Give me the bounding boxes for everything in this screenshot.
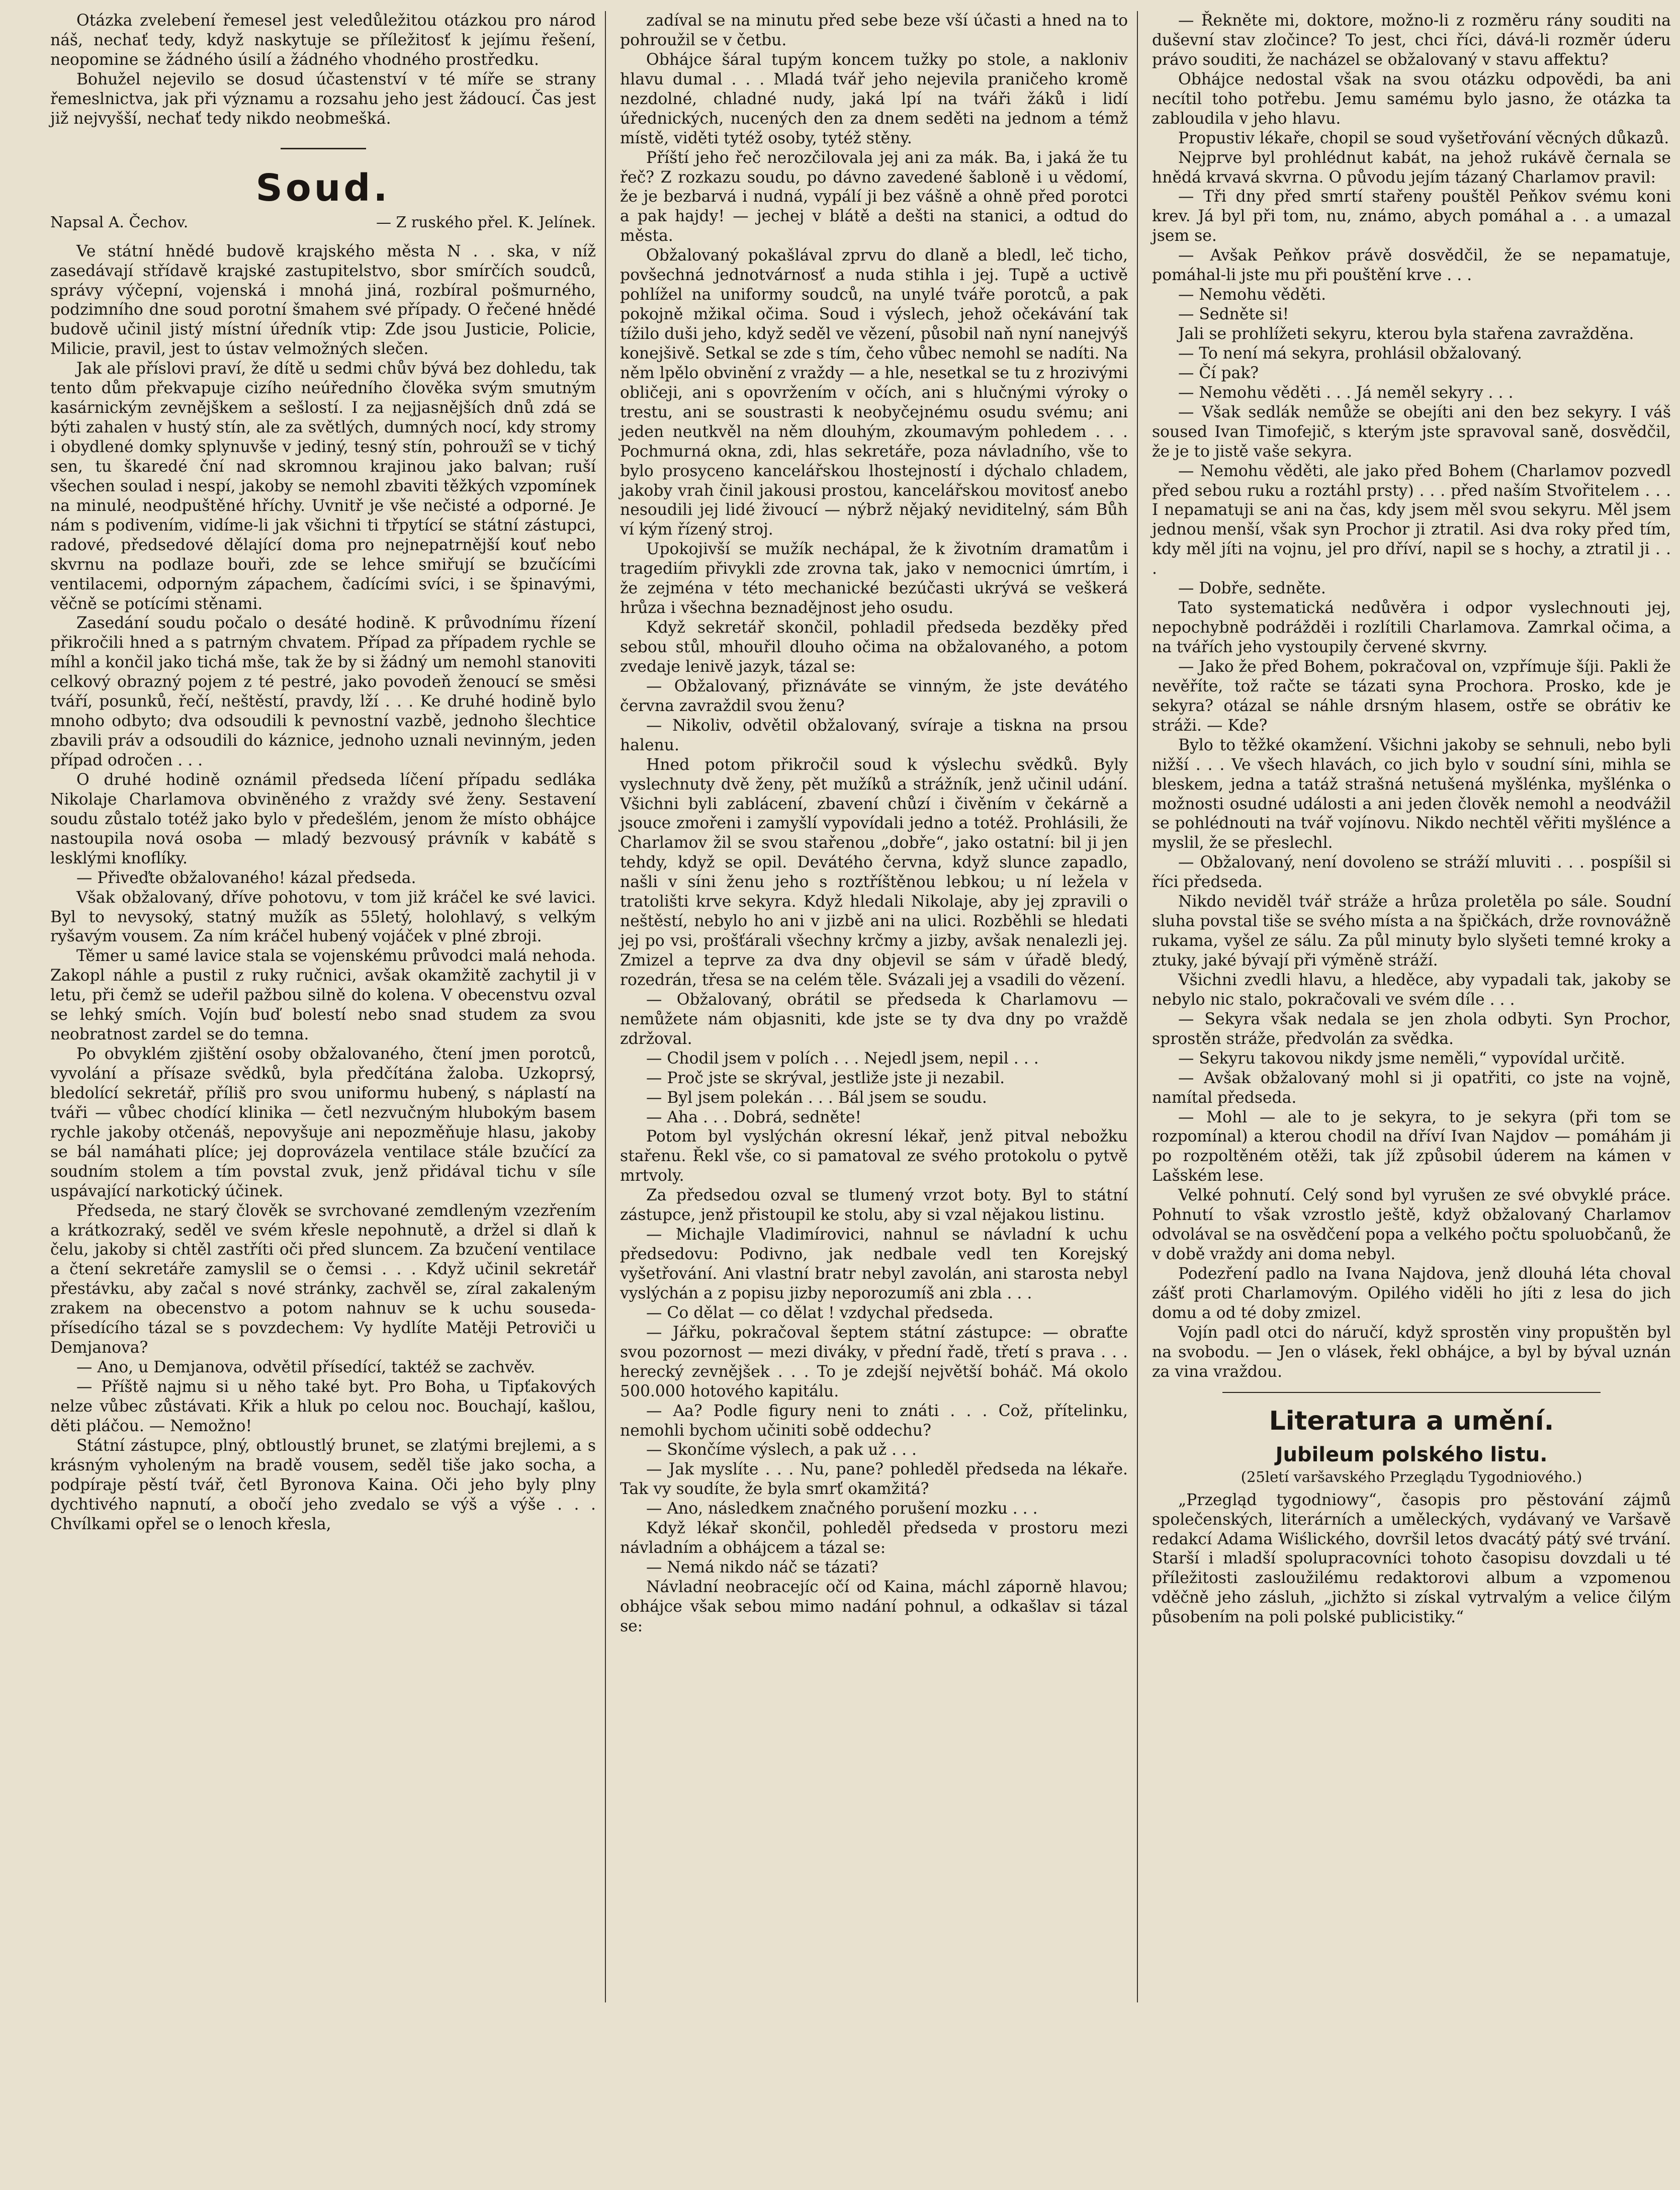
section-divider xyxy=(1222,1392,1601,1393)
article-paragraph: — Co dělat — co dělat ! vzdychal předseda. xyxy=(646,1303,994,1322)
article-paragraph: — Příště najmu si u něho také byt. Pro Boha, u Tipťakových nelze vůbec zůstávati. Křik a hluk po celou noc. Bouchají, kašlou, děti pláčou. — Nemožno! xyxy=(50,1378,596,1435)
literature-subheading: Jubileum polského listu. xyxy=(1275,1443,1548,1466)
article-paragraph: — Sedněte si! xyxy=(1178,305,1289,324)
article-paragraph: Velké pohnutí. Celý sond byl vyrušen ze své obvyklé práce. Pohnutí to však vzrostlo ještě, když obžalovaný Charlamov odvolával se na osvědčení popa a velkého počtu spoluobčanů, že v době vraždy ani doma nebyl. xyxy=(1152,1186,1671,1264)
intro-paragraph: Bohužel nejevilo se dosud účastenství v té míře se strany řemeslnictva, jak při významu a rozsahu jeho jest žádoucí. Čas jest již nejvyšší, nechať tedy nikdo neobmešká. xyxy=(50,70,596,128)
article-paragraph: Všichni zvedli hlavu, a hleděce, aby vypadali tak, jakoby se nebylo nic stalo, pokračovali ve svém díle . . . xyxy=(1152,971,1671,1009)
article-paragraph: — Avšak obžalovaný mohl si ji opatřiti, co jste na vojně, namítal předseda. xyxy=(1152,1069,1671,1107)
article-paragraph: — Mohl — ale to je sekyra, to je sekyra (při tom se rozpomínal) a kterou chodil na dříví Ivan Najdov — pomáhám ji po rozpoltěném otěži, tak jíž způsobil úderem na kámen v Lašském lese. xyxy=(1152,1108,1671,1185)
byline-author: Napsal A. Čechov. xyxy=(50,213,189,231)
article-paragraph: Vojín padl otci do náručí, když sprostěn viny propuštěn byl na svobodu. — Jen o vlásek, řekl obhájce, a byl by býval uznán za vina vraždou. xyxy=(1152,1323,1671,1381)
article-paragraph: — Aa? Podle figury neni to znáti . . . Což, přítelinku, nemohli bychom učiniti sobě oddechu? xyxy=(620,1401,1128,1440)
article-paragraph: — Ano, u Demjanova, odvětil přísedící, taktéž se zachvěv. xyxy=(76,1358,536,1377)
article-paragraph: — Michajle Vladimírovici, nahnul se návladní k uchu předsedovu: Podivno, jak nedbale vedl ten Korejský vyšetřování. Ani vlastní bratr nebyl zavolán, ani starosta nebyl vyslýchán a z popisu jizby neporozumíš ani zbla . . . xyxy=(620,1225,1128,1302)
columns xyxy=(50,11,1671,2002)
article-paragraph: Státní zástupce, plný, obtloustlý brunet, se zlatými brejlemi, a s krásným vyholeným na bradě vousem, seděl tiše jako socha, a podpíraje pěstí tvář, četl Byronova Kaina. Oči jeho byly plny dychtivého napnutí, a obočí jeho zvedalo se výš a výše . . . Chvílkami opřel se o lenoch křesla, xyxy=(50,1436,596,1533)
article-paragraph: Zasedání soudu počalo o desáté hodině. K průvodnímu řízení přikročili hned a s patrným chvatem. Případ za případem rychle se míhl a končil jako tichá mše, tak že by si žádný um nemohl stanoviti celkový obrazný pojem z té pestré, jako povodeň ženoucí se směsi tváří, posunků, řečí, neštěstí, pravdy, lží . . . Ke druhé hodině bylo mnoho odbyto; dva odsoudili k pevnostní vazbě, jednoho šlechtice zbavili práv a odsoudili do káznice, jednoho uznali nevinným, jeden případ odročen . . . xyxy=(50,614,596,769)
article-paragraph: Jak ale příslovi praví, že dítě u sedmi chův bývá bez dohledu, tak tento dům překvapuje cizího neúředního člověka svým smutným kasárnickým zevnějškem a sešlostí. I za nejjasnějších dnů zdá se býti zahalen v hustý stín, ale za světlých, dumných nocí, kdy stromy i obydlené domky splynuvše v jediný, tesný stín, pohroužî se v tichý sen, tu škaredé ční nad skromnou krajinou jako balvan; ruší všechen soulad i nespí, jakoby se nemohl zbaviti těžkých vzpomínek na minulé, neodpuštěné hříchy. Uvnitř je vše nečisté a odporné. Je nám s podivením, vidíme-li jak všichni ti třpytící se státní zástupci, radové, předsedové dělající doma pro nejnepatrnější kouť nebo skvrnu na podlaze bouři, zde se lehce smiřují se bzučícími ventilacemi, odporným zápachem, čadícími svíci, i se špinavými, věčně se potícími stěnami. xyxy=(50,360,596,613)
article-paragraph: — Jářku, pokračoval šeptem státní zástupce: — obraťte svou pozornost — mezi diváky, v přední řadě, třetí s prava . . . herecký zevnějšek . . . To je zdejší největší boháč. Má okolo 500.000 hotového kapitálu. xyxy=(620,1323,1128,1400)
article-paragraph: Když lékař skončil, pohleděl předseda v prostoru mezi návladním a obhájcem a tázal se: xyxy=(620,1519,1128,1557)
article-paragraph: — Jako že před Bohem, pokračoval on, vzpřímuje šíji. Pakli že nevěříte, tož račte se tázati syna Prochora. Prosko, kde je sekyra? otázal se náhle drsným hlasem, ostře se obrátiv ke stráži. — Kde? xyxy=(1152,657,1671,735)
intro-paragraph: Otázka zvelebení řemesel jest veledůležitou otázkou pro národ náš, nechať tedy, když naskytuje se příležitosť k jejímu řešení, neopomine se žádného úsilí a žádného vhodného prostředku. xyxy=(50,12,596,69)
article-paragraph: Podezření padlo na Ivana Najdova, jenž dlouhá léta choval zášť proti Charlamovým. Opilého viděli ho jíti z lesa do jich domu a od té doby zmizel. xyxy=(1152,1265,1671,1322)
article-paragraph: Tato systematická nedůvěra i odpor vyslechnouti jej, nepochybně podrážděi i rozlítili Charlamova. Zamrkal očima, a na tvářích jeho vystoupily červené skvrny. xyxy=(1152,599,1671,656)
article-paragraph: Upokojivší se mužík nechápal, že k životním dramatům i tragediím přivykli zde zrovna tak, jako v nemocnici úmrtím, i že zejména v této mechanické bezúčasti ukrývá se veškerá hrůza i všechna beznadějnost jeho osudu. xyxy=(620,540,1128,618)
article-paragraph: — Tři dny před smrtí stařeny pouštěl Peňkov svému koni krev. Já byl při tom, nu, známo, abych pomáhal a . . a umazal jsem se. xyxy=(1152,188,1671,245)
article-paragraph: Obhájce šáral tupým koncem tužky po stole, a nakloniv hlavu dumal . . . Mladá tvář jeho nejevila praničeho kromě nezdolné, chladné nudy, jaká lpí na tváři žáků i lidí úřednických, nucených den za dnem seděti na jednom a témž místě, viděti tytéž osoby, tytéž stěny. xyxy=(620,50,1128,147)
article-paragraph: Když sekretář skončil, pohladil předseda bezděky před sebou stůl, mhouřil dlouho očima na obžalovaného, a potom zvedaje lenivě jazyk, tázal se: xyxy=(620,619,1128,676)
column-3 xyxy=(1152,11,1680,2002)
article-paragraph: Propustiv lékaře, chopil se soud vyšetřování věcných důkazů. xyxy=(1178,129,1669,147)
article-paragraph: — Nemá nikdo náč se tázati? xyxy=(646,1558,878,1577)
section-divider xyxy=(281,148,366,149)
article-paragraph: Příští jeho řeč nerozčilovala jej ani za mák. Ba, i jaká že tu řeč? Z rozkazu soudu, po dávno zavedené šabloně i u vědomí, že je bezbarvá i nudná, vypálí ji bez vášně a ohně před porotci a pak hajdy! — jechej v blátě a dešti na stanici, a odtud do města. xyxy=(620,148,1128,245)
article-paragraph: Těmer u samé lavice stala se vojenskému průvodci malá nehoda. Zakopl náhle a pustil z ruky ručnici, avšak okamžitě zachytil ji v letu, při čemž se udeřil pažbou silně do kolena. V obecenstvu ozval se lehký smích. Vojín buď bolestí nebo snad studem za svou neobratnost zardel se do temna. xyxy=(50,947,596,1044)
literature-subnote: (25letí varšavského Przeglądu Tygodniového.) xyxy=(1241,1468,1582,1485)
article-paragraph: — Sekyru takovou nikdy jsme neměli,“ vypovídal určitě. xyxy=(1178,1049,1626,1068)
article-paragraph: — Byl jsem polekán . . . Bál jsem se soudu. xyxy=(646,1088,987,1107)
article-paragraph: Návladní neobracejíc očí od Kaina, máchl záporně hlavou; obhájce však sebou mimo nadání pohnul, a odkašlav si tázal se: xyxy=(620,1578,1128,1635)
article-paragraph: — Obžalovaný, obrátil se předseda k Charlamovu — nemůžete nám objasniti, kde jste se ty dva dny po vraždě zdržoval. xyxy=(620,990,1128,1048)
literature-heading: Literatura a umění. xyxy=(1269,1406,1554,1436)
article-paragraph: Předseda, ne starý člověk se svrchované zemdleným vzezřením a krátkozraký, seděl ve svém křesle nepohnutě, a držel si dlaň k čelu, jakoby si chtěl zastříti oči před sluncem. Za bzučení ventilace a čtení sekretáře zamyslil se o čemsi . . . Když učinil sekretář přestávku, aby začal s nové stránky, zachvěl se, zíral zakaleným zrakem na obecenstvo a potom nahnuv se k uchu souseda-přísedícího tázal se s povzdechem: Vy hydlíte Matěji Petroviči u Demjanova? xyxy=(50,1201,596,1357)
article-paragraph: — Sekyra však nedala se jen zhola odbyti. Syn Prochor, sprostěn stráže, předvolán za svědka. xyxy=(1152,1010,1671,1048)
article-paragraph: Za předsedou ozval se tlumený vrzot boty. Byl to státní zástupce, jenž přistoupil ke stolu, aby si vzal nějakou listinu. xyxy=(620,1186,1128,1224)
byline xyxy=(50,214,596,232)
article-paragraph: Obhájce nedostal však na svou otázku odpovědi, ba ani necítil toho potřebu. Jemu samému bylo jasno, že otázka ta zabloudila v jeho hlavu. xyxy=(1152,70,1671,128)
section-title: Soud. xyxy=(255,166,391,210)
column-2 xyxy=(620,11,1138,2002)
article-paragraph: — Čí pak? xyxy=(1178,364,1259,382)
article-paragraph: Nikdo neviděl tvář stráže a hrůza proletěla po sále. Soudní sluha povstal tiše se svého místa a na špičkách, drže rovnovážně rukama, vyšel ze sálu. Za půl minuty bylo slyšeti temné kroky a ztuky, jaké bývají při výměně stráží. xyxy=(1152,893,1671,970)
article-body xyxy=(620,11,1128,1636)
article-paragraph: Jali se prohlížeti sekyru, kterou byla stařena zavražděna. xyxy=(1178,325,1634,343)
article-paragraph: — Skončíme výslech, a pak už . . . xyxy=(646,1441,917,1459)
article-paragraph: Obžalovaný pokašlával zprvu do dlaně a bledl, leč ticho, povšechná jednotvárnosť a nuda stihla i jej. Tupě a uctivě pohlížel na uniformy soudců, na unylé tváře porotců, a pak pokojně mžikal očima. Soud i výslech, jehož očekávání tak tížilo duši jeho, když seděl ve vězení, působil naň nyní nanejvýš konejšivě. Setkal se zde s tím, čeho vůbec nemohl se nadíti. Na něm lpělo obvinění z vraždy — a hle, nesetkal se tu z hrozivými obličeji, ani s opovržením v očích, ani s hlučnými výroky o trestu, ani se soustrasti k neobyčejnému osudu svému; ani jeden neutkvěl na něm dlouhým, zkoumavým pohledem . . . Pochmurná okna, zdi, hlas sekretáře, poza návladního, vše to bylo prosyceno kancelářskou lhostejností i dýchalo chladem, jakoby vrah činil jakousi prostou, kancelářskou movitosť anebo nesoudili jej lidé živoucí — nýbrž nějaký neviditelný, sám Bůh ví kým řízený stroj. xyxy=(620,246,1128,539)
article-paragraph: — Ano, následkem značného porušení mozku . . . xyxy=(646,1500,1038,1518)
article-paragraph: — Přiveďte obžalovaného! kázal předseda. xyxy=(76,868,416,887)
article-body xyxy=(50,242,596,1534)
article-paragraph: Nejprve byl prohlédnut kabát, na jehož rukávě černala se hnědá krvavá skvrna. O původu jejím tázaný Charlamov pravil: xyxy=(1152,148,1671,187)
article-paragraph: Potom byl vyslýchán okresní lékař, jenž pitval nebožku stařenu. Řekl vše, co si pamatoval ze svého protokolu o pytvě mrtvoly. xyxy=(620,1127,1128,1185)
article-paragraph: — Dobře, sedněte. xyxy=(1178,579,1326,598)
article-paragraph: — Aha . . . Dobrá, sedněte! xyxy=(646,1108,862,1126)
article-paragraph: Bylo to těžké okamžení. Všichni jakoby se sehnuli, nebo byli nižší . . . Ve všech hlavách, co jich bylo v soudní síni, mihla se bleskem, jedna a tatáž strašná netušená myšlénka, myšlénka o možnosti osudné události a ani jeden člověk nemohl a neodvážil se pohlédnouti na tvář vojínovu. Nikdo nechtěl věřiti myšlénce a myslil, že se přeslechl. xyxy=(1152,736,1671,852)
article-paragraph: — Obžalovaný, přiznáváte se vinným, že jste devátého června zavraždil svou ženu? xyxy=(620,677,1128,715)
article-paragraph: — Nemohu věděti, ale jako před Bohem (Charlamov pozvedl před sebou ruku a roztáhl prsty) . . . před naším Stvořitelem . . . I nepamatuji se ani na čas, kdy jsem měl svou sekyru. Měl jsem jednou menší, však syn Prochor ji ztratil. Asi dva roky před tím, kdy měl jíti na vojnu, jel pro dříví, napil se s hochy, a ztratil ji . . . xyxy=(1152,462,1671,578)
article-paragraph: — Však sedlák nemůže se obejíti ani den bez sekyry. I váš soused Ivan Timofejič, s kterým jste spravoval saně, dosvědčil, že je to jistě vaše sekyra. xyxy=(1152,403,1671,461)
article-paragraph: — Chodil jsem v polích . . . Nejedl jsem, nepil . . . xyxy=(646,1049,1039,1068)
article-paragraph: — Obžalovaný, není dovoleno se stráží mluviti . . . pospíšil si říci předseda. xyxy=(1152,853,1671,892)
article-paragraph: Hned potom přikročil soud k výslechu svědků. Byly vyslechnuty dvě ženy, pět mužíků a strážník, jenž učinil udání. Všichni byli zablácení, zbavení chůzí i čivěním v čekárně a jsouce zmořeni i zamyšlí vypovídali jedno a totéž. Prohlásili, že Charlamov žil se svou stařenou „dobře“, jako ostatní: bil ji jen tehdy, když se opil. Devátého června, když slunce zapadlo, našli v síni ženu jeho s roztříštěnou lebkou; u ní ležela v tratolišti krve sekyra. Když hledali Nikolaje, aby jej zpravili o neštěstí, nebylo ho ani v jizbě ani na ulici. Rozběhli se hledati jej po vsi, prošťárali všechny krčmy a jizby, avšak nenalezli jej. Zmizel a teprve za dva dny objevil se sám v úřadě bledý, rozedrán, třesa se na celém těle. Svázali jej a vsadili do vězení. xyxy=(620,755,1128,989)
article-paragraph: Ve státní hnědé budově krajského města N . . ska, v níž zasedávají střídavě krajské zastupitelstvo, sbor smírčích soudců, správy výčepní, vojenská i mnohá jiná, rozbíral pošmurného, podzimního dne soud porotní šmahem své případy. O řečené hnědé budově učinil jistý místní úředník vtip: Zde jsou Justicie, Policie, Milicie, pravil, jest to ústav velmožných slečen. xyxy=(50,242,596,359)
article-body xyxy=(1152,11,1671,1382)
article-paragraph: O druhé hodině oznámil předseda líčení případu sedláka Nikolaje Charlamova obviněného z vraždy své ženy. Sestavení soudu zůstalo totéž jako bylo v předešlém, jenom že místo obhájce nastoupila nová osoba — mladý bezvousý právník v kabátě s lesklými knoflíky. xyxy=(50,770,596,867)
article-paragraph: Však obžalovaný, dříve pohotovu, v tom již kráčel ke své lavici. Byl to nevysoký, statný mužík as 55letý, holohlavý, s velkým ryšavým vousem. Za ním kráčel hubený vojáček v plné zbroji. xyxy=(50,888,596,946)
article-paragraph: zadíval se na minutu před sebe beze vší účasti a hned na to pohroužil se v četbu. xyxy=(620,12,1128,49)
article-paragraph: — Řekněte mi, doktore, možno-li z rozměru rány souditi na duševní stav zločince? To jest, chci říci, dává-li rozměr úderu právo souditi, že nacházel se obžalovaný v stavu affektu? xyxy=(1152,12,1671,69)
article-paragraph: — Jak myslíte . . . Nu, pane? pohleděl předseda na lékaře. Tak vy soudíte, že byla smrť okamžitá? xyxy=(620,1460,1128,1499)
article-paragraph: Po obvyklém zjištění osoby obžalovaného, čtení jmen porotců, vyvolání a přísaze svědků, byla předčítána žaloba. Uzkoprsý, bledolící sekretář, příliš pro svou uniformu hubený, s náplastí na tváři — vůbec chodící klinika — četl nezvučným hlubokým basem rychle jakoby otčenáš, nepovyšuje ani nepozměňuje hlasu, jakoby se bál namáhati plíce; jej doprovázela ventilace stále bzučící za soudním stolem a tím povstal zvuk, jenž přidával tichu v síle uspávající narkotický účinek. xyxy=(50,1045,596,1200)
column-1 xyxy=(50,11,606,2002)
article-paragraph: — Proč jste se skrýval, jestliže jste ji nezabil. xyxy=(646,1069,1005,1087)
article-paragraph: — Nemohu věděti . . . Já neměl sekyry . . . xyxy=(1178,383,1514,402)
article-paragraph: — Nemohu věděti. xyxy=(1178,286,1327,304)
byline-translator: — Z ruského přel. K. Jelínek. xyxy=(376,213,596,231)
article-paragraph: — Avšak Peňkov právě dosvědčil, že se nepamatuje, pomáhal-li jste mu při pouštění krve . . . xyxy=(1152,246,1671,285)
article-paragraph: — To není má sekyra, prohlásil obžalovaný. xyxy=(1178,344,1522,363)
article-paragraph: — Nikoliv, odvětil obžalovaný, svíraje a tiskna na prsou halenu. xyxy=(620,716,1128,754)
literature-paragraph: „Przegląd tygodniowy“, časopis pro pěstování zájmů společenských, literárních a uměleckých, vydávaný ve Varšavě redakcí Adama Wiślického, dovršil letos dvacátý pátý své trvání. Starší i mladší spolupracovníci tohoto časopisu dovzdali u té příležitosti zasloužilému redaktorovi album a vzpomenou vděčně jeho zásluh, „jichžto si získal vytrvalým a velice čilým působením na poli polské publicistiky.“ xyxy=(1152,1491,1671,1627)
